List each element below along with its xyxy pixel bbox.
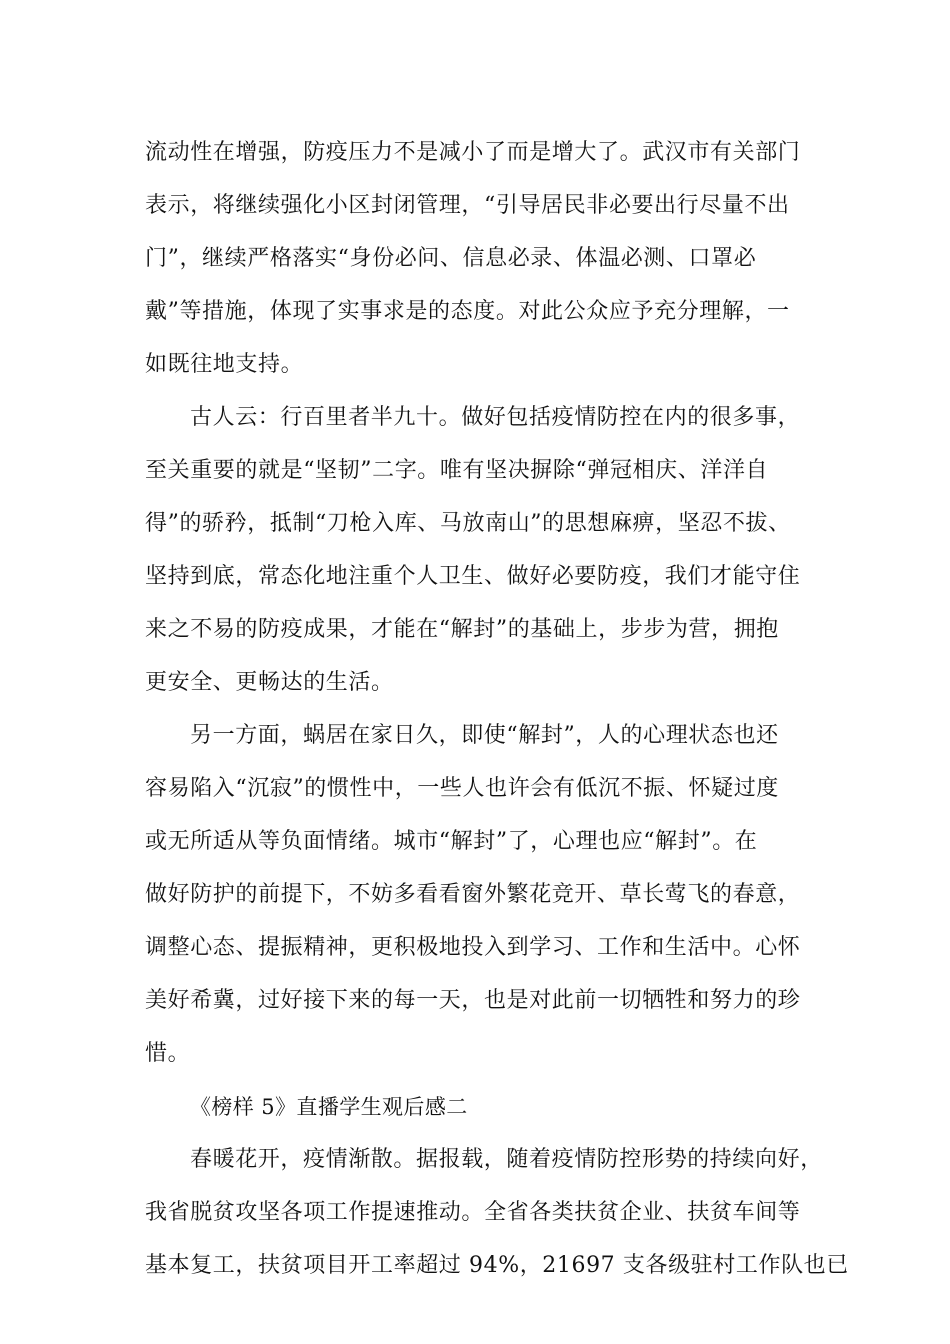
text-line-8: 得”的骄矜，抵制“刀枪入库、马放南山”的思想麻痹，坚忍不拔、 <box>145 511 791 536</box>
text-line-22: 基本复工，扶贫项目开工率超过 94%，21697 支各级驻村工作队也已 <box>145 1253 849 1278</box>
text-line-1: 流动性在增强，防疫压力不是减小了而是增大了。武汉市有关部门 <box>145 140 801 165</box>
section-heading: 《榜样 5》直播学生观后感二 <box>190 1095 468 1119</box>
text-line-17: 美好希冀，过好接下来的每一天，也是对此前一切牺牲和努力的珍 <box>145 988 801 1013</box>
text-line-7: 至关重要的就是“坚韧”二字。唯有坚决摒除“弹冠相庆、洋洋自 <box>145 458 769 483</box>
text-line-9: 坚持到底，常态化地注重个人卫生、做好必要防疫，我们才能守住 <box>145 564 801 589</box>
text-line-10: 来之不易的防疫成果，才能在“解封”的基础上，步步为营，拥抱 <box>145 617 779 642</box>
text-line-3: 门”，继续严格落实“身份必问、信息必录、体温必测、口罩必 <box>145 246 757 271</box>
text-line-11: 更安全、更畅达的生活。 <box>145 670 394 695</box>
text-line-18: 惜。 <box>145 1041 191 1066</box>
text-line-5: 如既往地支持。 <box>145 352 304 377</box>
text-line-13: 容易陷入“沉寂”的惯性中，一些人也许会有低沉不振、怀疑过度 <box>145 776 779 801</box>
text-line-14: 或无所适从等负面情绪。城市“解封”了，心理也应“解封”。在 <box>145 829 758 854</box>
text-line-2: 表示，将继续强化小区封闭管理，“引导居民非必要出行尽量不出 <box>145 193 790 218</box>
text-line-6: 古人云：行百里者半九十。做好包括疫情防控在内的很多事， <box>190 405 801 430</box>
text-line-16: 调整心态、提振精神，更积极地投入到学习、工作和生活中。心怀 <box>145 935 801 960</box>
text-line-15: 做好防护的前提下，不妨多看看窗外繁花竞开、草长莺飞的春意， <box>145 882 801 907</box>
text-line-20: 春暖花开，疫情渐散。据报载，随着疫情防控形势的持续向好， <box>190 1147 823 1172</box>
text-line-21: 我省脱贫攻坚各项工作提速推动。全省各类扶贫企业、扶贫车间等 <box>145 1200 801 1225</box>
text-line-12: 另一方面，蜗居在家日久，即使“解封”，人的心理状态也还 <box>190 723 779 748</box>
text-line-4: 戴”等措施，体现了实事求是的态度。对此公众应予充分理解，一 <box>145 299 790 324</box>
